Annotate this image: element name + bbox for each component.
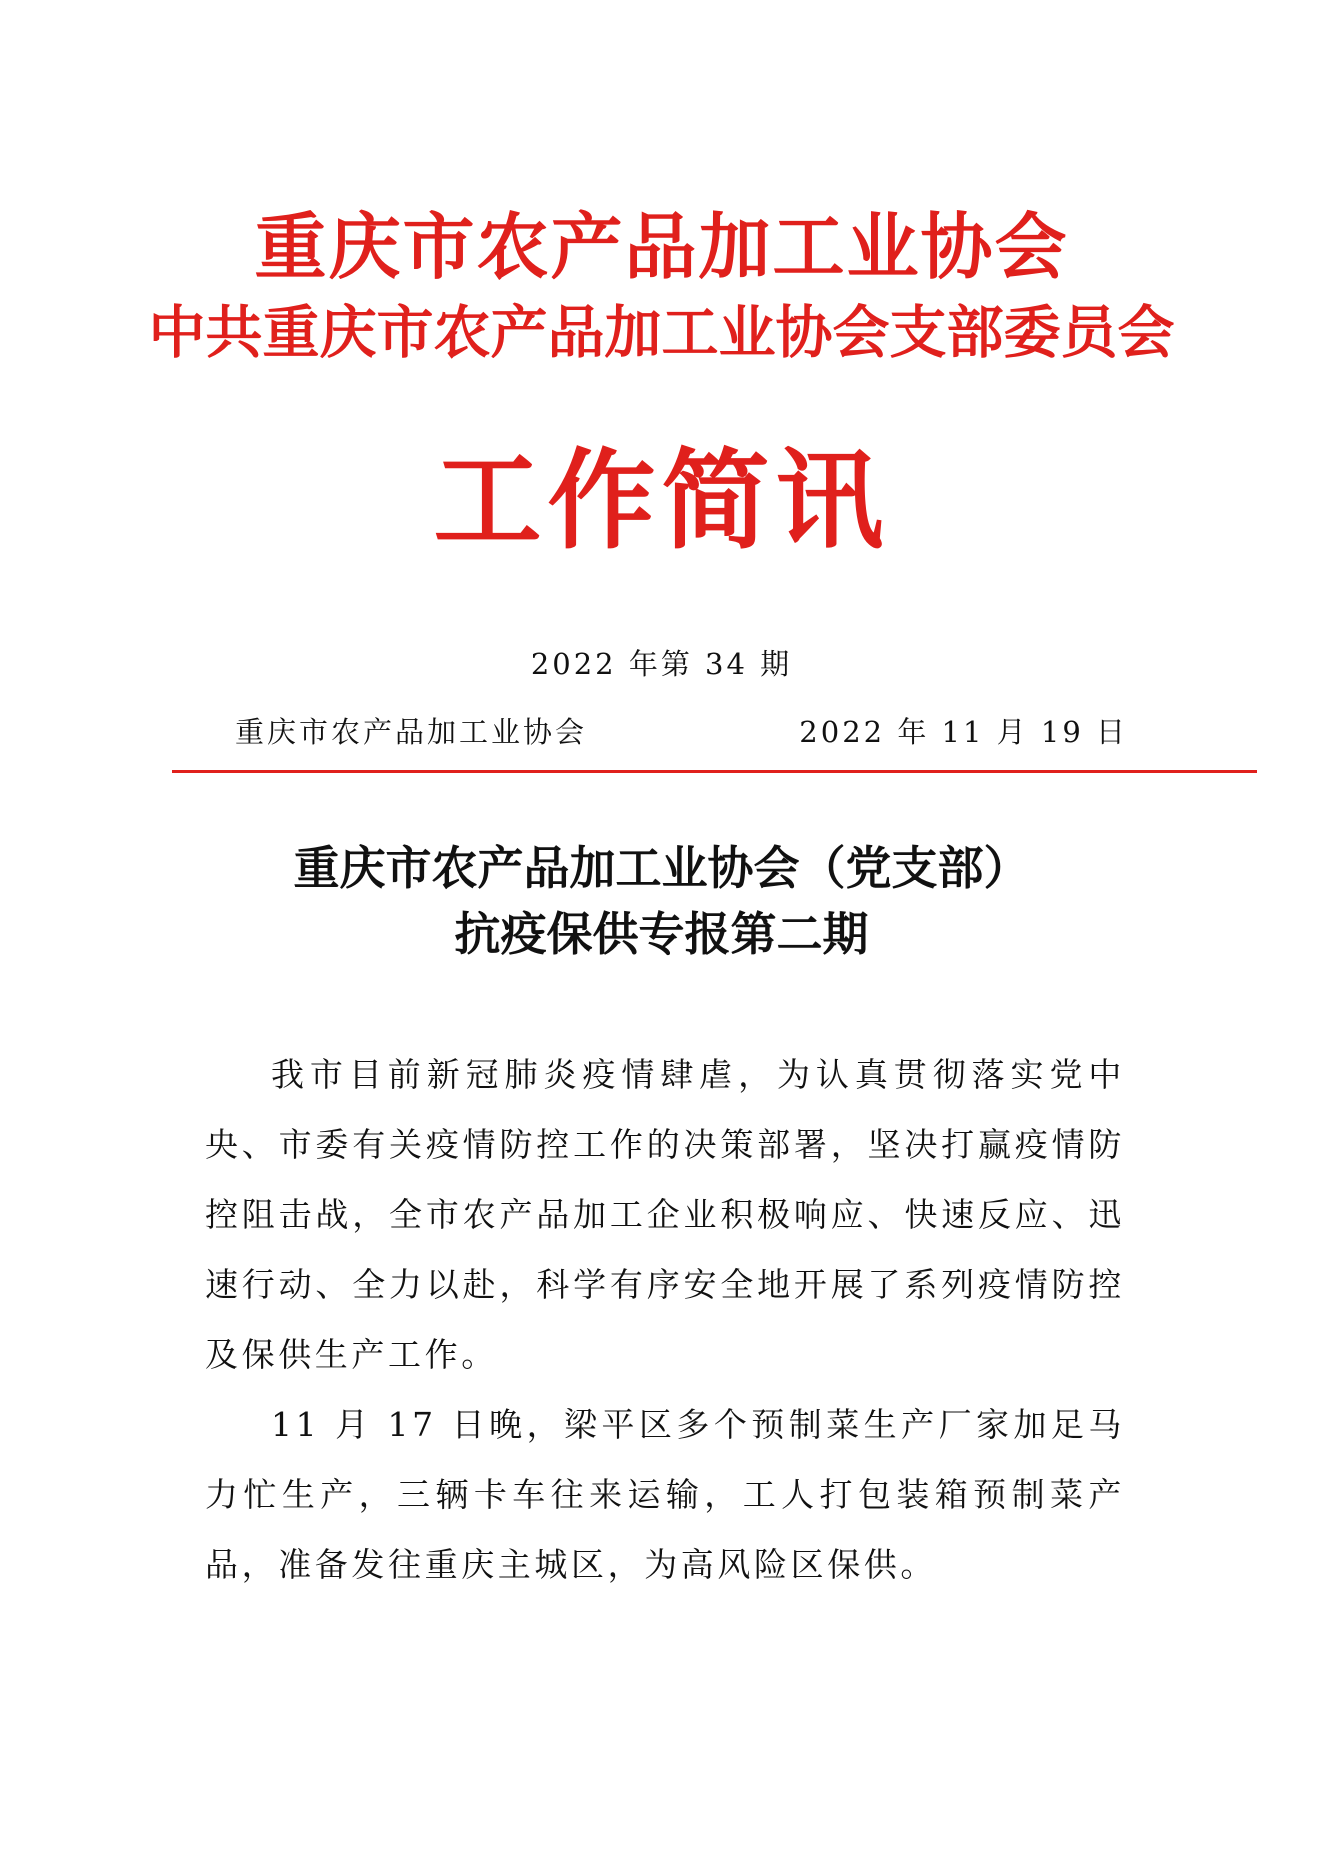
publisher: 重庆市农产品加工业协会 [235, 715, 588, 749]
article-title-line-2: 抗疫保供专报第二期 [454, 907, 869, 961]
masthead-party-branch-name: 中共重庆市农产品加工业协会支部委员会 [148, 300, 1175, 366]
masthead-title: 工作简讯 [433, 439, 890, 564]
masthead-org-name: 重庆市农产品加工业协会 [254, 205, 1069, 289]
paragraph: 11 月 17 日晚，梁平区多个预制菜生产厂家加足马力忙生产，三辆卡车往来运输，工人打包装箱预制菜产品，准备发往重庆主城区，为高风险区保供。 [205, 1405, 1125, 1584]
issue-number: 2022 年第 34 期 [530, 647, 793, 681]
article-title-line-1: 重庆市农产品加工业协会（党支部） [293, 841, 1030, 895]
article-body [205, 1040, 1125, 1600]
publish-date: 2022 年 11 月 19 日 [799, 715, 1128, 749]
red-divider [172, 770, 1257, 773]
paragraph: 我市目前新冠肺炎疫情肆虐，为认真贯彻落实党中央、市委有关疫情防控工作的决策部署，坚决打赢疫情防控阻击战，全市农产品加工企业积极响应、快速反应、迅速行动、全力以赴，科学有序安全地开展了系列疫情防控及保供生产工作。 [205, 1055, 1125, 1374]
